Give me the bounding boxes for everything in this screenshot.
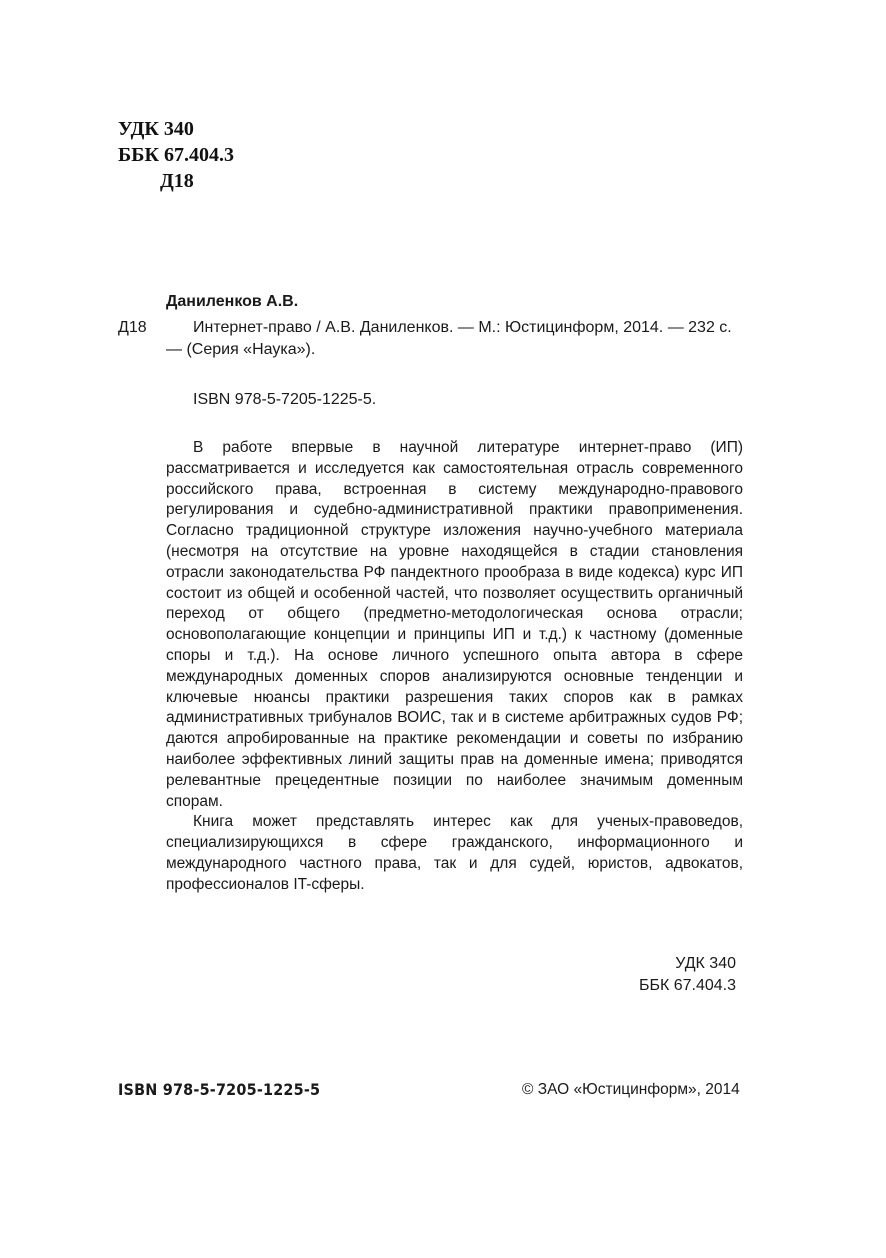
author-name: Даниленков А.В. [166, 293, 299, 310]
bbk-code-footer: ББК 67.404.3 [638, 977, 736, 994]
annotation-paragraph: Книга может представлять интерес как для ученых-правоведов, специализирующихся в сфере гражданского, информационного и международного частного права, так и для судей, юристов, адвокатов, профессионалов IT-сферы. [166, 813, 743, 893]
bibliographic-record [166, 317, 741, 361]
author-mark-inline: Д18 [118, 319, 147, 336]
classification-footer [620, 953, 736, 997]
classification-block [118, 116, 234, 194]
annotation-paragraph: В работе впервые в научной литературе интернет-право (ИП) рассматривается и исследуется как самостоятельная отрасль современного российского права, встроенная в систему международно-правового регулирования и судебно-административной практики правоприменения. Согласно традиционной структуре изложения научно-учебного материала (несмотря на отсутствие на уровне находящейся в стадии становления отрасли законодательства РФ пандектного прообраза в виде кодекса) курс ИП состоит из общей и особенной частей, что позволяет осуществить органичный переход от общего (предметно-методологическая основа отрасли; основополагающие концепции и принципы ИП и т.д.) к частному (доменные споры и т.д.). На основе личного успешного опыта автора в сфере международных доменных споров анализируются основные тенденции и ключевые нюансы практики разрешения таких споров как в рамках административных трибуналов ВОИС, так и в системе арбитражных судов РФ; даются апробированные на практике рекомендации и советы по избранию наиболее эффективных линий защиты прав на доменные имена; приводятся релевантные прецедентные позиции по наиболее значимым доменным спорам. [166, 439, 743, 810]
udk-code: УДК 340 [118, 118, 194, 140]
author-mark: Д18 [160, 170, 194, 192]
isbn-footer: ISBN 978-5-7205-1225-5 [118, 1080, 321, 1099]
annotation [166, 438, 743, 896]
copyright-notice: © ЗАО «Юстицинформ», 2014 [522, 1081, 740, 1098]
bbk-code: ББК 67.404.3 [118, 144, 234, 166]
isbn-record: ISBN 978-5-7205-1225-5. [193, 391, 377, 408]
bibliographic-description: Интернет-право / А.В. Даниленков. — М.: Юстицинформ, 2014. — 232 с. — (Серия «Наука»). [166, 319, 732, 358]
udk-code-footer: УДК 340 [675, 955, 736, 972]
